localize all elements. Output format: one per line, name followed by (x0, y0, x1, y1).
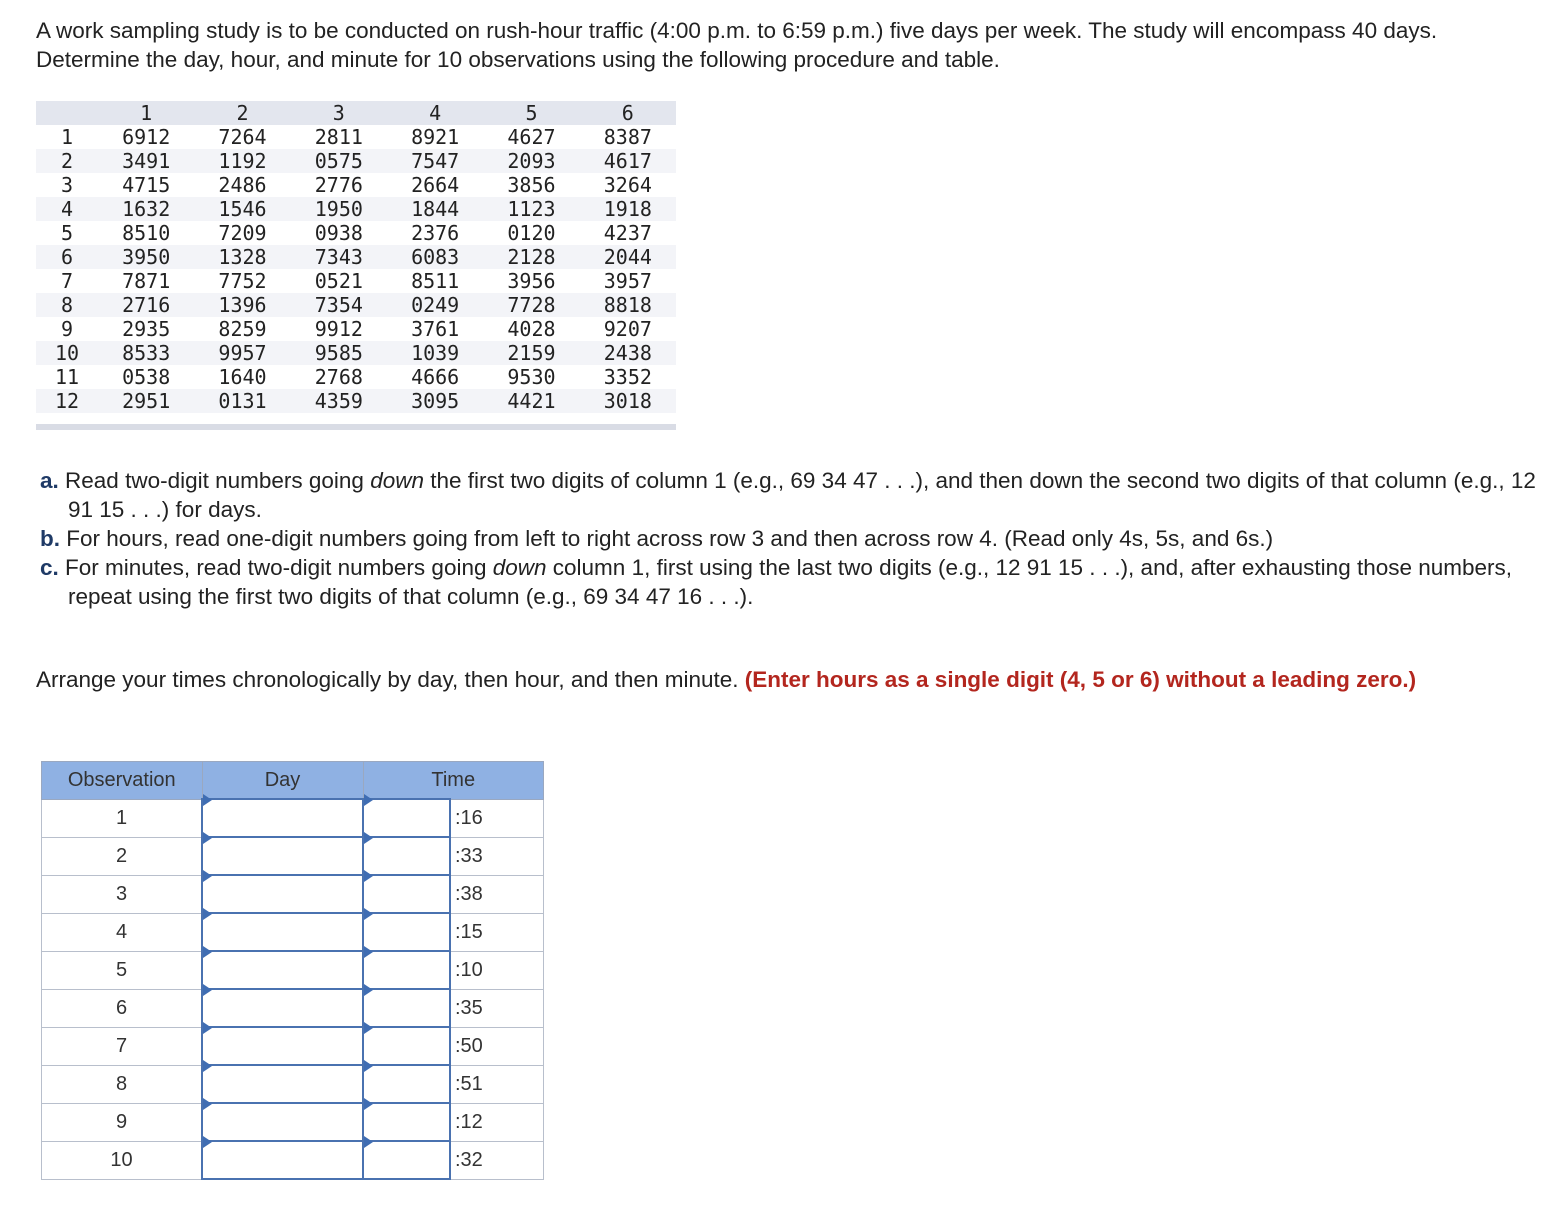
random-table-cell: 0521 (314, 269, 363, 293)
answer-row (42, 1065, 544, 1103)
random-table-cell: 2486 (218, 173, 267, 197)
random-table-cell: 8259 (218, 317, 267, 341)
step-c (40, 553, 1540, 611)
observation-number: 1 (42, 799, 203, 837)
random-table-cell: 1328 (218, 245, 267, 269)
hour-cell (363, 799, 450, 837)
dropdown-marker-icon (364, 946, 373, 958)
random-table-cell: 0131 (218, 389, 267, 413)
random-table-row (36, 197, 676, 221)
step-c-text-1: For minutes, read two-digit numbers going (65, 555, 493, 580)
random-table-cell: 3761 (411, 317, 460, 341)
minute-value: :38 (450, 875, 544, 913)
random-table-cell: 8921 (411, 125, 460, 149)
random-table-cell: 2159 (507, 341, 556, 365)
answer-row (42, 951, 544, 989)
day-input[interactable] (203, 914, 362, 950)
random-table-row-label: 8 (60, 293, 74, 317)
random-table-cell: 2093 (507, 149, 556, 173)
random-table-cell: 1192 (218, 149, 267, 173)
random-table-cell: 1844 (411, 197, 460, 221)
observation-number: 6 (42, 989, 203, 1027)
minute-value: :12 (450, 1103, 544, 1141)
dropdown-marker-icon (203, 946, 212, 958)
random-table-row (36, 149, 676, 173)
day-input[interactable] (203, 1066, 362, 1102)
observation-header: Observation (42, 762, 203, 800)
minute-value: :16 (450, 799, 544, 837)
hour-cell (363, 1027, 450, 1065)
random-table-cell: 3018 (603, 389, 652, 413)
random-table-row-label: 7 (60, 269, 74, 293)
answer-row (42, 799, 544, 837)
random-table-cell: 1039 (411, 341, 460, 365)
random-table-cell: 1632 (122, 197, 171, 221)
random-table-row (36, 365, 676, 389)
random-table-col-header: 6 (621, 101, 634, 125)
dropdown-marker-icon (203, 1098, 212, 1110)
step-b (40, 524, 1540, 553)
hour-cell (363, 951, 450, 989)
random-table-cell: 8818 (603, 293, 652, 317)
random-table-col-header: 4 (429, 101, 442, 125)
hour-input[interactable] (364, 1104, 449, 1140)
random-table-cell: 7728 (507, 293, 556, 317)
minute-value: :15 (450, 913, 544, 951)
random-table-cell: 4359 (314, 389, 363, 413)
random-table-row-label: 3 (60, 173, 74, 197)
day-cell (202, 913, 363, 951)
day-cell (202, 875, 363, 913)
random-table-row-label: 10 (54, 341, 80, 365)
random-table-cell: 3095 (411, 389, 460, 413)
hour-input[interactable] (364, 952, 449, 988)
dropdown-marker-icon (203, 1022, 212, 1034)
random-table-row (36, 389, 676, 413)
answer-table-header-row (42, 762, 544, 800)
random-table-col-header: 5 (525, 101, 538, 125)
step-a-text-1: Read two-digit numbers going (65, 468, 371, 493)
day-cell (202, 837, 363, 875)
random-table-cell: 7209 (218, 221, 267, 245)
random-table-cell: 3950 (122, 245, 171, 269)
hour-input[interactable] (364, 800, 449, 836)
hour-input[interactable] (364, 1028, 449, 1064)
random-table-col-header: 1 (140, 101, 153, 125)
dropdown-marker-icon (364, 908, 373, 920)
arrange-instructions (36, 665, 1536, 694)
step-a (40, 466, 1540, 524)
observation-number: 3 (42, 875, 203, 913)
dropdown-marker-icon (203, 1136, 212, 1148)
day-cell (202, 799, 363, 837)
random-table-cell: 8533 (122, 341, 171, 365)
minute-value: :32 (450, 1141, 544, 1179)
step-a-emphasis: down (370, 468, 424, 493)
minute-value: :35 (450, 989, 544, 1027)
random-table-row (36, 245, 676, 269)
random-table-cell: 4617 (603, 149, 652, 173)
observation-number: 9 (42, 1103, 203, 1141)
random-table-bottom-bar (36, 424, 676, 430)
hour-cell (363, 1065, 450, 1103)
random-table-cell: 3352 (603, 365, 652, 389)
random-table-cell: 8511 (411, 269, 460, 293)
random-table-cell: 2951 (122, 389, 171, 413)
observation-number: 10 (42, 1141, 203, 1179)
step-c-label: c. (40, 555, 59, 580)
random-table-cell: 4028 (507, 317, 556, 341)
random-table-cell: 2044 (603, 245, 652, 269)
hour-input[interactable] (364, 838, 449, 874)
day-input[interactable] (203, 876, 362, 912)
step-a-label: a. (40, 468, 59, 493)
hour-input[interactable] (364, 990, 449, 1026)
random-table-cell: 1546 (218, 197, 267, 221)
step-a-text-2: the first two digits of column 1 (e.g., 69 34 47 . . .), and then down the second two digits of that column (e.g., 12 91 15 . . .) for days. (68, 468, 1536, 522)
random-table-row-label: 5 (60, 221, 74, 245)
random-table-cell: 0120 (507, 221, 556, 245)
answer-table (41, 761, 544, 1180)
answer-row (42, 875, 544, 913)
random-table-header-row (36, 101, 676, 125)
observation-number: 7 (42, 1027, 203, 1065)
dropdown-marker-icon (364, 832, 373, 844)
random-table-cell: 2776 (314, 173, 363, 197)
day-header: Day (202, 762, 363, 800)
random-table-cell: 4237 (603, 221, 652, 245)
answer-row (42, 1103, 544, 1141)
dropdown-marker-icon (364, 1060, 373, 1072)
random-table-row (36, 221, 676, 245)
random-table-cell: 2768 (314, 365, 363, 389)
random-table-cell: 4421 (507, 389, 556, 413)
random-table-row-label: 2 (60, 149, 74, 173)
random-table-cell: 4666 (411, 365, 460, 389)
day-input[interactable] (203, 952, 362, 988)
random-table-cell: 0538 (122, 365, 171, 389)
minute-value: :33 (450, 837, 544, 875)
hour-cell (363, 1103, 450, 1141)
random-table-cell: 7547 (411, 149, 460, 173)
dropdown-marker-icon (364, 870, 373, 882)
random-table-row-label: 11 (54, 365, 80, 389)
random-table-row (36, 125, 676, 149)
random-table-cell: 3956 (507, 269, 556, 293)
random-table-cell: 2664 (411, 173, 460, 197)
dropdown-marker-icon (364, 984, 373, 996)
random-table-row (36, 269, 676, 293)
random-table-col-header: 2 (236, 101, 249, 125)
random-table-row (36, 317, 676, 341)
random-table-cell: 9530 (507, 365, 556, 389)
random-table-cell: 4715 (122, 173, 171, 197)
random-table-cell: 7871 (122, 269, 171, 293)
random-table-cell: 2128 (507, 245, 556, 269)
minute-value: :51 (450, 1065, 544, 1103)
random-table-cell: 1396 (218, 293, 267, 317)
day-cell (202, 1027, 363, 1065)
step-c-emphasis: down (492, 555, 547, 580)
hour-input[interactable] (364, 876, 449, 912)
dropdown-marker-icon (203, 908, 212, 920)
day-input[interactable] (203, 838, 362, 874)
random-number-table (36, 101, 676, 413)
random-table-row-label: 4 (60, 197, 74, 221)
answer-row (42, 837, 544, 875)
answer-row (42, 1141, 544, 1179)
random-table-col-header: 3 (332, 101, 345, 125)
random-table-cell: 0938 (314, 221, 363, 245)
random-table-cell: 7354 (314, 293, 363, 317)
step-c-text-2: column 1, first using the last two digits (e.g., 12 91 15 . . .), and, after exhausting those numbers, repeat using the first two digits of that column (e.g., 69 34 47 16 . . .). (68, 555, 1513, 609)
random-table-cell: 8387 (603, 125, 652, 149)
day-cell (202, 989, 363, 1027)
answer-row (42, 913, 544, 951)
day-input[interactable] (203, 1104, 362, 1140)
random-table-cell: 6083 (411, 245, 460, 269)
random-table-row-label: 9 (60, 317, 74, 341)
random-table-cell: 7343 (314, 245, 363, 269)
answer-row (42, 989, 544, 1027)
random-table-cell: 9585 (314, 341, 363, 365)
dropdown-marker-icon (364, 794, 373, 806)
minute-value: :50 (450, 1027, 544, 1065)
minute-value: :10 (450, 951, 544, 989)
random-table-cell: 3264 (603, 173, 652, 197)
observation-number: 5 (42, 951, 203, 989)
random-table-cell: 2438 (603, 341, 652, 365)
hour-cell (363, 989, 450, 1027)
dropdown-marker-icon (203, 984, 212, 996)
dropdown-marker-icon (203, 1060, 212, 1072)
day-input[interactable] (203, 1028, 362, 1064)
arrange-text: Arrange your times chronologically by day, then hour, and then minute. (36, 667, 745, 692)
random-table-row-label: 6 (60, 245, 74, 269)
time-header: Time (363, 762, 544, 800)
random-table-cell: 6912 (122, 125, 171, 149)
random-table-cell: 7752 (218, 269, 267, 293)
hour-input[interactable] (364, 1142, 449, 1178)
random-table-cell: 1123 (507, 197, 556, 221)
random-table-cell: 0575 (314, 149, 363, 173)
day-input[interactable] (203, 1142, 362, 1178)
random-table-cell: 2811 (314, 125, 363, 149)
dropdown-marker-icon (364, 1098, 373, 1110)
dropdown-marker-icon (364, 1022, 373, 1034)
random-table-cell: 1640 (218, 365, 267, 389)
random-table-cell: 9912 (314, 317, 363, 341)
day-input[interactable] (203, 800, 362, 836)
observation-number: 2 (42, 837, 203, 875)
random-table-cell: 8510 (122, 221, 171, 245)
step-b-text: For hours, read one-digit numbers going from left to right across row 3 and then across row 4. (Read only 4s, 5s, and 6s.) (66, 526, 1274, 551)
random-table-cell: 2935 (122, 317, 171, 341)
procedure-steps (40, 466, 1540, 611)
dropdown-marker-icon (364, 1136, 373, 1148)
dropdown-marker-icon (203, 794, 212, 806)
dropdown-marker-icon (203, 870, 212, 882)
random-table-cell: 3957 (603, 269, 652, 293)
random-table-row (36, 341, 676, 365)
random-table-cell: 2716 (122, 293, 171, 317)
answer-row (42, 1027, 544, 1065)
arrange-note: (Enter hours as a single digit (4, 5 or 6) without a leading zero.) (744, 667, 1417, 692)
dropdown-marker-icon (203, 832, 212, 844)
day-cell (202, 1141, 363, 1179)
random-table-cell: 2376 (411, 221, 460, 245)
step-b-label: b. (40, 526, 60, 551)
random-table-cell: 7264 (218, 125, 267, 149)
random-table-row (36, 173, 676, 197)
random-table-cell: 1950 (314, 197, 363, 221)
hour-input[interactable] (364, 1066, 449, 1102)
day-cell (202, 1065, 363, 1103)
day-cell (202, 1103, 363, 1141)
observation-number: 8 (42, 1065, 203, 1103)
hour-cell (363, 913, 450, 951)
random-table-cell: 4627 (507, 125, 556, 149)
random-table-cell: 1918 (603, 197, 652, 221)
random-table-cell: 3491 (122, 149, 171, 173)
hour-input[interactable] (364, 914, 449, 950)
random-table-row (36, 293, 676, 317)
random-table-cell: 0249 (411, 293, 460, 317)
day-input[interactable] (203, 990, 362, 1026)
problem-intro: A work sampling study is to be conducted on rush-hour traffic (4:00 p.m. to 6:59 p.m.) five days per week. The study will encompass 40 days. Determine the day, hour, and minute for 10 observations using the following procedure and table. (36, 18, 1438, 72)
random-table-cell: 3856 (507, 173, 556, 197)
random-table-cell: 9957 (218, 341, 267, 365)
observation-number: 4 (42, 913, 203, 951)
random-table-corner (36, 101, 98, 125)
random-table-row-label: 12 (54, 389, 80, 413)
random-table-row-label: 1 (60, 125, 74, 149)
hour-cell (363, 875, 450, 913)
day-cell (202, 951, 363, 989)
hour-cell (363, 1141, 450, 1179)
hour-cell (363, 837, 450, 875)
random-table-cell: 9207 (603, 317, 652, 341)
